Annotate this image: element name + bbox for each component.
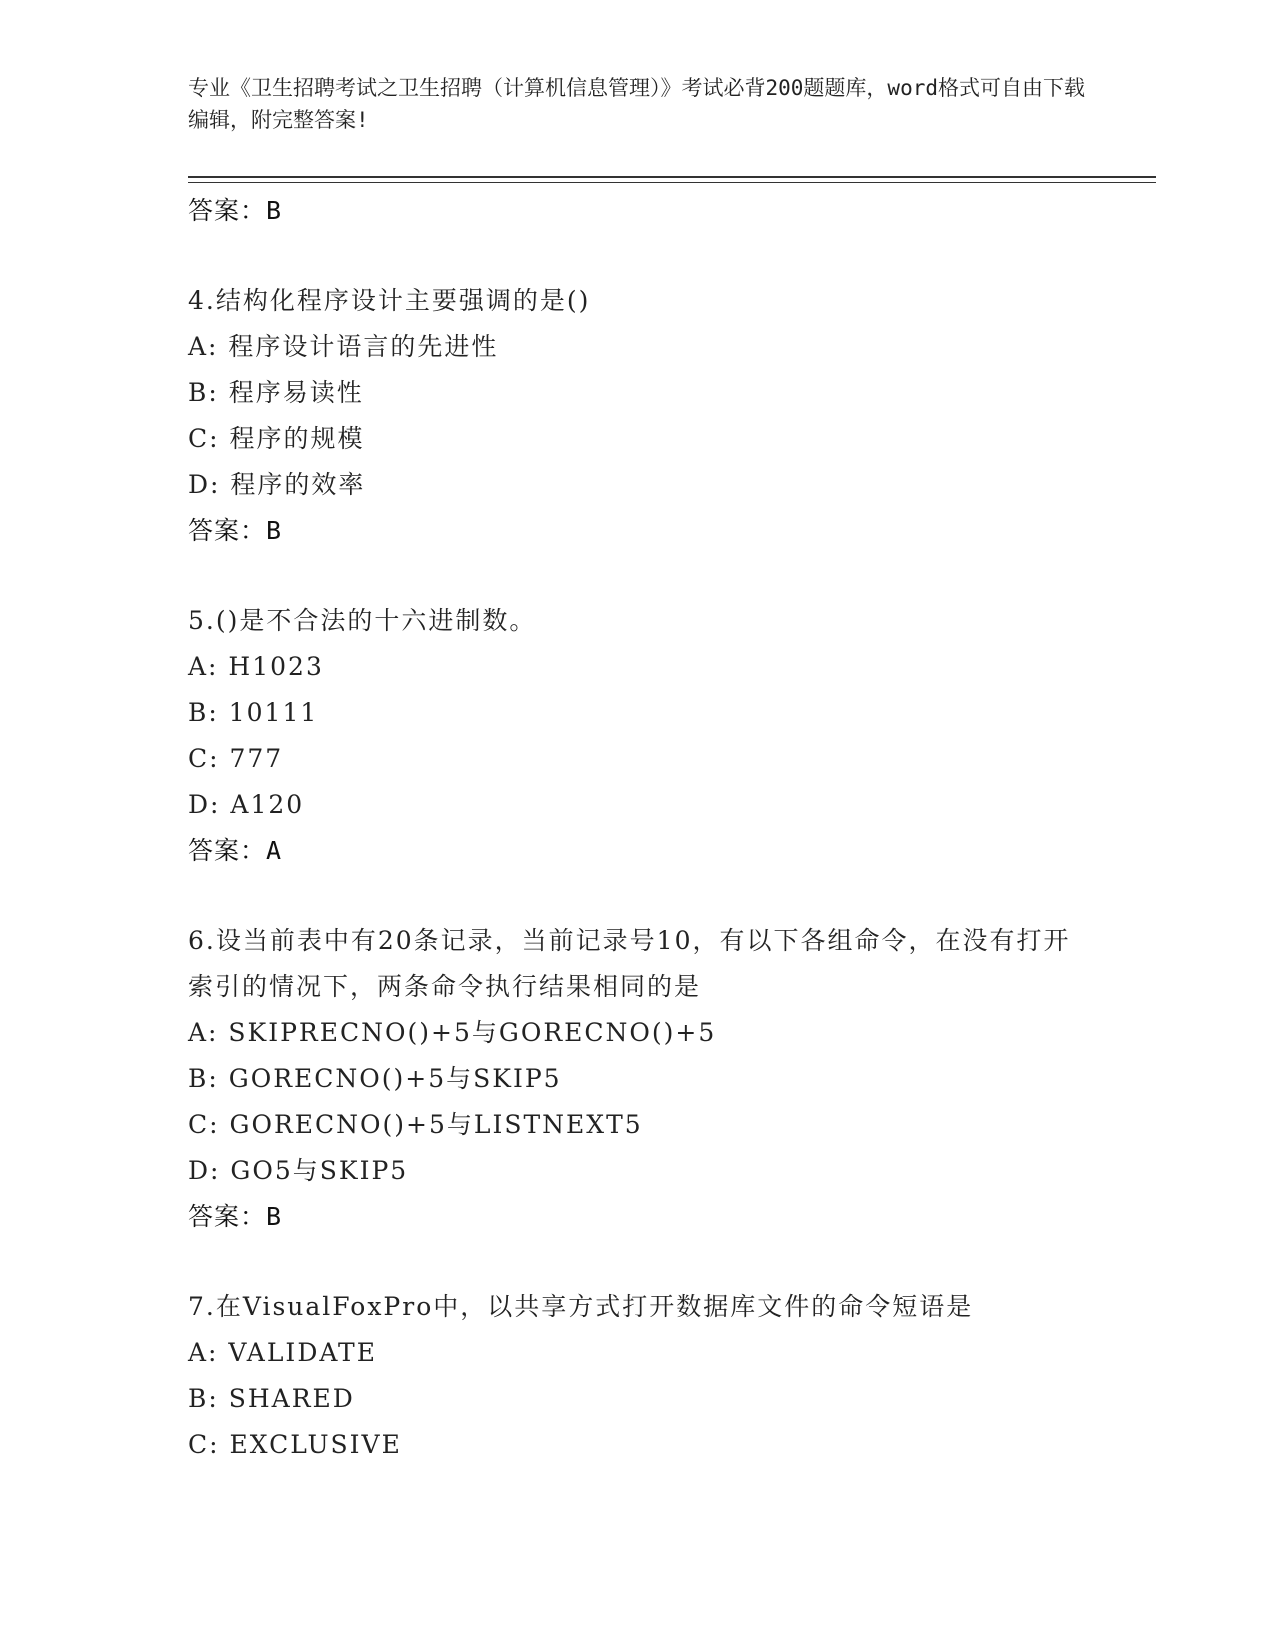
- question-stem: 4.结构化程序设计主要强调的是(): [188, 286, 591, 315]
- option-c: C: 777: [188, 744, 284, 773]
- question-6: [188, 918, 1088, 1240]
- answer-label: 答案：A: [188, 836, 283, 865]
- option-b: B: 程序易读性: [188, 378, 364, 407]
- answer-label: 答案：B: [188, 1202, 283, 1231]
- question-4: [188, 278, 1088, 554]
- option-c: C: 程序的规模: [188, 424, 365, 453]
- option-a: A: H1023: [188, 652, 324, 681]
- question-7: [188, 1284, 1088, 1468]
- option-a: A: SKIPRECNO()+5与GORECNO()+5: [188, 1018, 717, 1047]
- option-c: C: EXCLUSIVE: [188, 1430, 402, 1459]
- answer-label: 答案：B: [188, 196, 283, 225]
- question-stem: 5.()是不合法的十六进制数。: [188, 606, 537, 635]
- question-stem: 6.设当前表中有20条记录，当前记录号10，有以下各组命令，在没有打开索引的情况下，两条命令执行结果相同的是: [188, 926, 1071, 1001]
- question-list: [188, 188, 1088, 1468]
- question-5: [188, 598, 1088, 874]
- option-b: B: SHARED: [188, 1384, 355, 1413]
- option-b: B: GORECNO()+5与SKIP5: [188, 1064, 562, 1093]
- header-divider-thick: [188, 176, 1156, 178]
- option-d: D: GO5与SKIP5: [188, 1156, 409, 1185]
- question-stem: 7.在VisualFoxPro中，以共享方式打开数据库文件的命令短语是: [188, 1292, 974, 1321]
- page-header: 专业《卫生招聘考试之卫生招聘（计算机信息管理）》考试必背200题题库，word格式可自由下载编辑，附完整答案!: [188, 76, 1085, 132]
- option-c: C: GORECNO()+5与LISTNEXT5: [188, 1110, 643, 1139]
- option-b: B: 10111: [188, 698, 319, 727]
- option-d: D: 程序的效率: [188, 470, 366, 499]
- option-d: D: A120: [188, 790, 305, 819]
- header-divider-thin: [188, 182, 1156, 183]
- answer-label: 答案：B: [188, 516, 283, 545]
- option-a: A: 程序设计语言的先进性: [188, 332, 499, 361]
- option-a: A: VALIDATE: [188, 1338, 377, 1367]
